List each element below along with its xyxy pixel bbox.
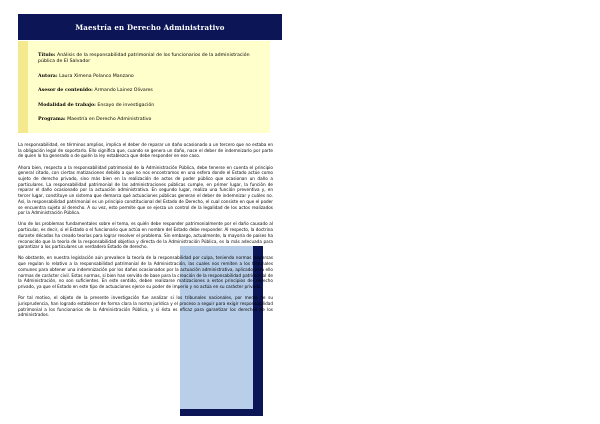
header-bar [18,14,282,40]
info-autora-value: Laura Ximena Polanco Manzano [59,73,134,79]
info-autora-label: Autora: [38,73,58,79]
info-titulo-label: Título: [38,53,56,58]
info-asesor [38,88,260,94]
info-programa [38,117,260,123]
paragraph-1: La responsabilidad, en términos amplios, implica el deber de reparar un daño ocasionado a un tercero que no estaba en la obligación legal de soportarlo. Ello significa que, cuando se genera un daño, nace el deber de indemnizarlo por parte de quien lo ha generado o de quién la ley establezca que debe responder en ese caso. [18,142,273,159]
info-titulo [38,53,260,65]
info-autora [38,74,260,80]
info-programa-value: Maestría en Derecho Administrativo [67,117,152,122]
header-title: Maestría en Derecho Administrativo [75,22,225,32]
info-asesor-label: Asesor de contenido: [38,88,93,93]
paragraph-5: Por tal motivo, el objeto de la presente investigación fue analizar si los tribunales nacionales, por medio de su jurisprudencia, han logrado establecer de forma clara la norma jurídica y el proceso a seguir para exigir responsabilidad patrimonial a los funcionarios de la Administración Pública, y si ésta es eficaz para garantizar los derechos de los administrados. [18,295,273,318]
info-modalidad [38,103,260,109]
paragraph-4: No obstante, en nuestra legislación aún prevalece la teoría de la responsabilidad por culpa, teniendo normas dispersas que regulan lo relativo a la responsabilidad patrimonial de la Administración, las cuales nos remiten a los tribunales comunes para obtener una indemnización por los daños ocasionados por la actuación administrativa, aplicado para ello normas de carácter civil. Estas normas, si bien han servido de base para la creación de la responsabilidad patrimonial de la Administración, no son suficientes. En este sentido, deben realizarse matizaciones a estos principios del derecho privado, ya que el Estado en este tipo de actuaciones ejerce su poder de imperio y no actúa en su carácter privado. [18,255,273,289]
info-asesor-value: Armando Lainez Olivares [94,88,153,93]
info-titulo-value: Análisis de la responsabilidad patrimonial de los funcionarios de la administración pública de El Salvador [38,53,250,64]
paragraph-2: Ahora bien, respecto a la responsabilidad patrimonial de la Administración Pública, debe tenerse en cuenta el principio general citado, con ciertas matizaciones debido a que no nos encontramos en una esfera donde el Estado actúe como sujeto de derecho privado, sino más bien en la realización de actos de poder público que ocasionan un daño a particulares. La responsabilidad patrimonial de las administraciones públicas cumple, en primer lugar, la función de reparar el daño ocasionado por la actuación administrativa. En segundo lugar, realiza una función preventiva y, en tercer lugar, constituye un sistema que demarca qué actuaciones públicas generan el deber de indemnizar y cuáles no. Así, la responsabilidad patrimonial es un principio constitucional del Estado de Derecho, el cual consiste en que el poder se encuentra sujeto al derecho. A su vez, esto permite que se ejerza un control de la legalidad de los actos realizados por la Administración Pública. [18,164,273,216]
info-modalidad-value: Ensayo de investigación [97,102,155,108]
info-programa-label: Programa: [38,117,66,122]
body-text [18,142,273,323]
paragraph-3: Uno de los problemas fundamentales sobre el tema, es quién debe responder patrimonialmente por el daño causado al particular, es decir, si el Estado o el funcionario que actúa en nombre del Estado debe responder. Al respecto, la doctrina durante décadas ha creado teorías para lograr resolver el problema. Sin embargo, actualmente, la mayoría de países ha reconocido que la teoría de la responsabilidad objetiva y directa de la Administración Pública, es la más adecuada para garantizar a los particulares un verdadero Estado de derecho. [18,221,273,250]
info-box [18,41,270,133]
info-modalidad-label: Modalidad de trabajo: [38,102,96,108]
